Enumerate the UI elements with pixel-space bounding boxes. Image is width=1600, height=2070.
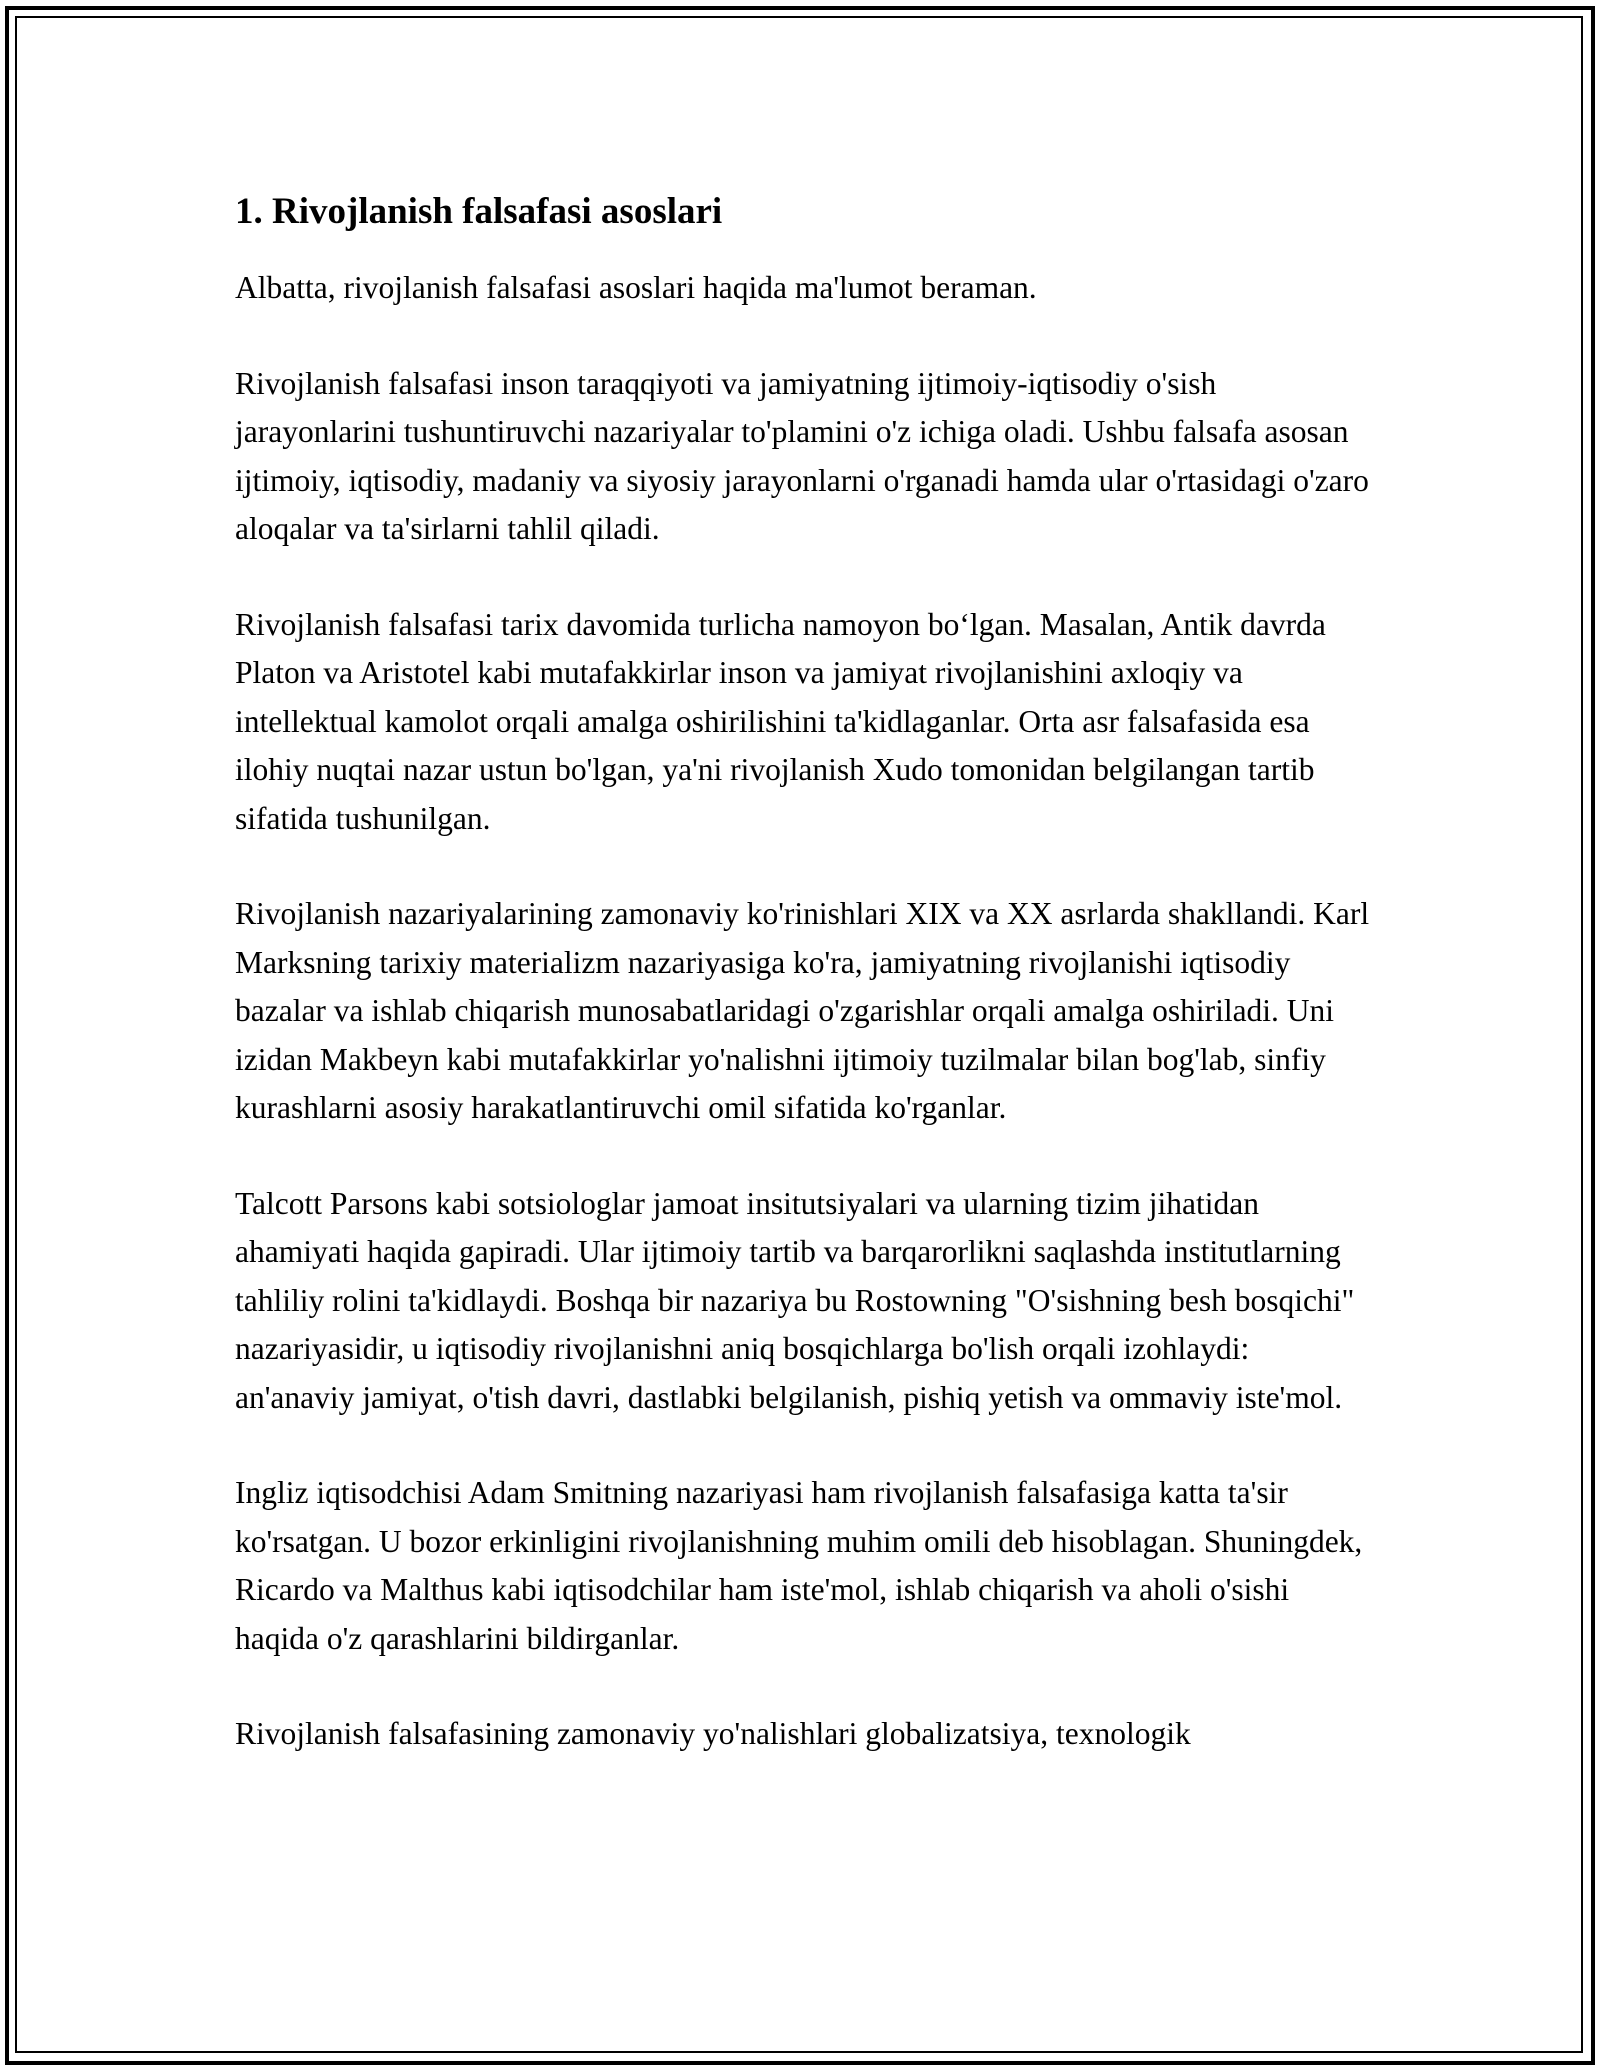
paragraph-intro: Albatta, rivojlanish falsafasi asoslari haqida ma'lumot beraman. (235, 270, 1037, 305)
paragraph-contemporary: Rivojlanish falsafasining zamonaviy yo'nalishlari globalizatsiya, texnologik (235, 1716, 1191, 1751)
paragraph-definition: Rivojlanish falsafasi inson taraqqiyoti va jamiyatning ijtimoiy-iqtisodiy o'sish jarayonlarini tushuntiruvchi nazariyalar to'plamini o'z ichiga oladi. Ushbu falsafa asosan ijtimoiy, iqtisodiy, madaniy va siyosiy jarayonlarni o'rganadi hamda ular o'rtasidagi o'zaro aloqalar va ta'sirlarni tahlil qiladi. (235, 365, 1369, 546)
document-title: 1. Rivojlanish falsafasi asoslari (235, 191, 723, 232)
paragraph-modern-theories: Rivojlanish nazariyalarining zamonaviy ko'rinishlari XIX va XX asrlarda shakllandi. Karl Marksning tarixiy materializm nazariyasiga ko'ra, jamiyatning rivojlanishi iqtisodiy bazalar va ishlab chiqarish munosabatlaridagi o'zgarishlar orqali amalga oshiriladi. Uni izidan Makbeyn kabi mutafakkirlar yo'nalishni ijtimoiy tuzilmalar bilan bog'lab, sinfiy kurashlarni asosiy harakatlantiruvchi omil sifatida ko'rganlar. (235, 896, 1370, 1125)
paragraph-history: Rivojlanish falsafasi tarix davomida turlicha namoyon bo‘lgan. Masalan, Antik davrda Platon va Aristotel kabi mutafakkirlar inson va jamiyat rivojlanishini axloqiy va intellektual kamolot orqali amalga oshirilishini ta'kidlaganlar. Orta asr falsafasida esa ilohiy nuqtai nazar ustun bo'lgan, ya'ni rivojlanish Xudo tomonidan belgilangan tartib sifatida tushunilgan. (235, 606, 1326, 836)
paragraph-sociology: Talcott Parsons kabi sotsiologlar jamoat insitutsiyalari va ularning tizim jihatidan ahamiyati haqida gapiradi. Ular ijtimoiy tartib va barqarorlikni saqlashda institutlarning tahliliy rolini ta'kidlaydi. Boshqa bir nazariya bu Rostowning "O'sishning besh bosqichi" nazariyasidir, u iqtisodiy rivojlanishni aniq bosqichlarga bo'lish orqali izohlaydi: an'anaviy jamiyat, o'tish davri, dastlabki belgilanish, pishiq yetish va ommaviy iste'mol. (235, 1185, 1355, 1415)
paragraph-economics: Ingliz iqtisodchisi Adam Smitning nazariyasi ham rivojlanish falsafasiga katta ta'sir ko'rsatgan. U bozor erkinligini rivojlanishning muhim omili deb hisoblagan. Shuningdek, Ricardo va Malthus kabi iqtisodchilar ham iste'mol, ishlab chiqarish va aholi o'sishi haqida o'z qarashlarini bildirganlar. (235, 1475, 1363, 1656)
document-body (235, 186, 1375, 1806)
